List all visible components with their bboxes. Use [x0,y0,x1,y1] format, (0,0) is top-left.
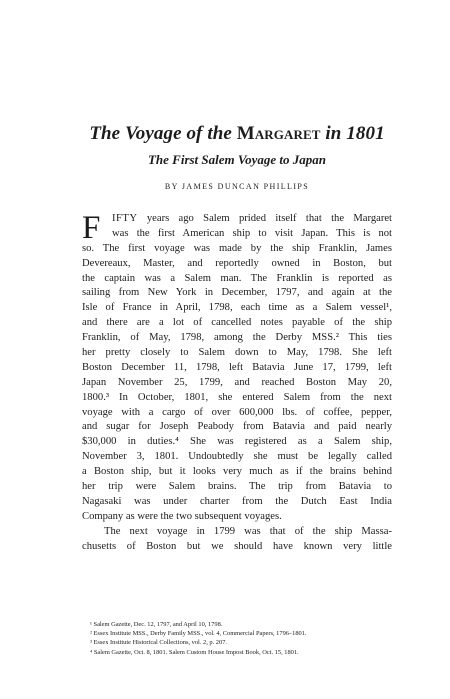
first-word-caps: IFTY [112,213,138,224]
text-line: Company as were the two subsequent voyages. [82,510,282,522]
text-line: Japan November 25, 1799, and reached Boston May 20, [82,376,392,388]
text-line: voyage with a cargo of over 600,000 lbs. of coffee, pepper, [82,406,392,418]
footnote: ² Essex Institute MSS., Derby Family MSS., vol. 4, Commercial Papers, 1796–1801. [90,630,307,638]
text-line: IFTY years ago Salem prided itself that the Margaret [112,213,392,224]
text-line: a Boston ship, but it looks very much as if the brains behind [82,466,392,478]
article-body [82,212,392,554]
text-line: sailing from New York in December, 1797, and again at the [82,287,392,299]
text-line: Nagasaki was under charter from the Dutch East India [82,495,392,507]
text-line: the captain was a Salem man. The Franklin is reported as [82,272,392,284]
text-line: November 3, 1801. Undoubtedly she must be legally called [82,451,392,463]
text-line: and sugar for Joseph Peabody from Batavia and paid nearly [82,421,392,433]
footnote: ⁴ Salem Gazette, Oct. 8, 1801. Salem Custom House Impost Book, Oct. 15, 1801. [90,648,299,656]
author-byline: BY JAMES DUNCAN PHILLIPS [164,182,310,191]
title-prefix: The Voyage of the [89,123,232,144]
article-title [82,123,392,145]
text-line: $30,000 in duties.⁴ She was registered as a Salem ship, [82,436,392,448]
text-line: Franklin, of May, 1798, among the Derby MSS.² This ties [82,332,392,344]
text-line: 1800.³ In October, 1801, she entered Salem from the next [82,391,392,403]
text-line: her pretty closely to Salem down to May, 1798. She left [82,347,392,359]
text-line: so. The first voyage was made by the ship Franklin, James [82,242,392,254]
footnote: ³ Essex Institute Historical Collections, vol. 2, p. 207. [90,639,227,647]
text-line: Boston December 11, 1798, left Batavia June 17, 1799, left [82,361,392,373]
text-line: chusetts of Boston but we should have known very little [82,540,392,552]
text-line: her trip were Salem brains. The trip from Batavia to [82,481,392,493]
article-subtitle: The First Salem Voyage to Japan [147,152,327,167]
title-suffix: in 1801 [325,123,385,144]
drop-cap: F [82,210,101,246]
text-line: was the first American ship to visit Japan. This is not [112,227,392,239]
paragraph-2 [82,525,392,555]
footnote: ¹ Salem Gazette, Dec. 12, 1797, and April 10, 1798. [90,621,223,628]
text-line: Devereaux, Master, and reportedly owned in Boston, but [82,257,392,269]
text-line: The next voyage in 1799 was that of the ship Massa- [104,525,392,537]
text-line: Isle of France in April, 1798, each time as a Salem vessel¹, [82,302,392,314]
text-line: and there are a lot of cancelled notes payable of the ship [82,317,392,329]
footnotes [82,620,392,657]
title-ship-name: Margaret [236,123,321,144]
paragraph-1 [82,212,392,525]
